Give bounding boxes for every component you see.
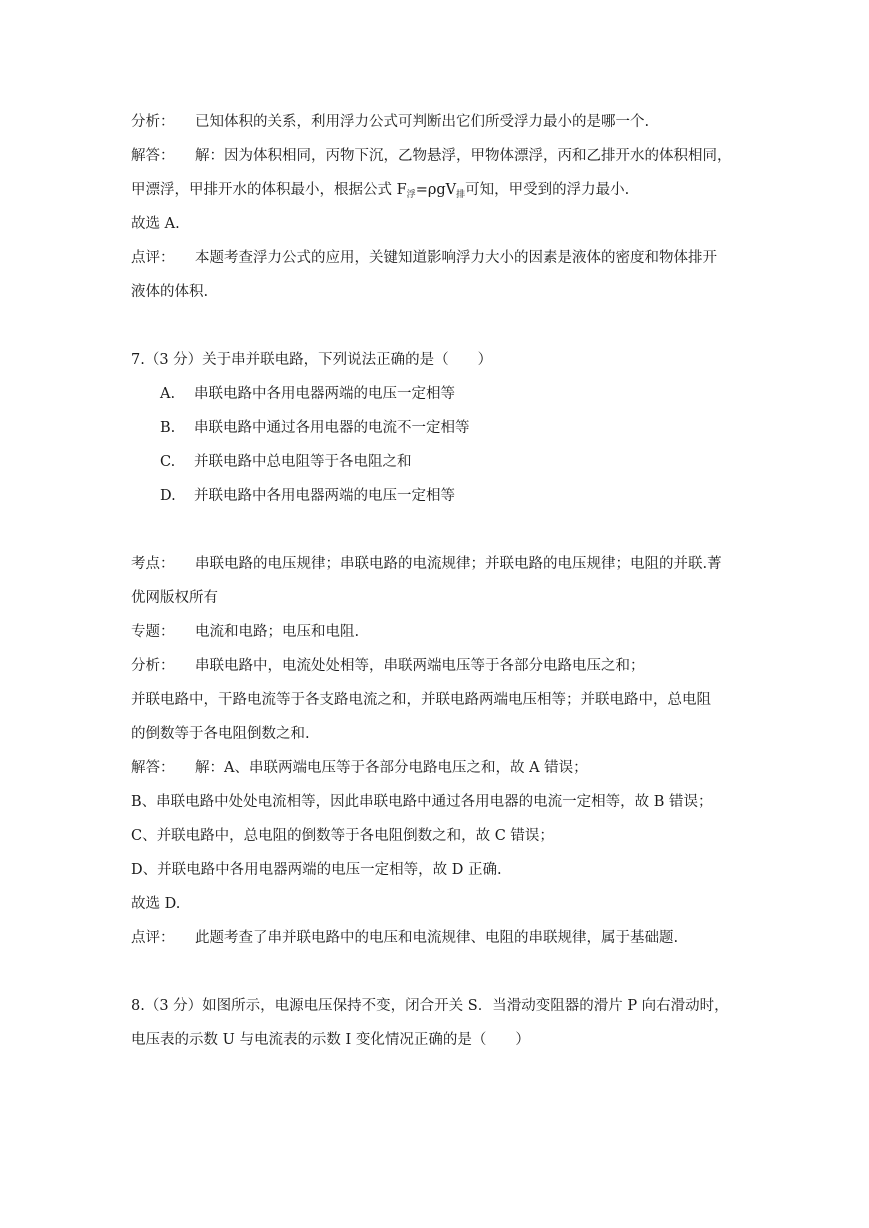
analysis-text: 已知体积的关系，利用浮力公式可判断出它们所受浮力最小的是哪一个. [195, 114, 650, 130]
q7-analysis-line3: 的倒数等于各电阻倒数之和. [131, 726, 310, 742]
formula-subscript-displaced: 排 [456, 190, 466, 200]
option-letter: C. [160, 454, 176, 470]
kaodian-text: 串联电路的电压规律；串联电路的电流规律；并联电路的电压规律；电阻的并联.菁 [195, 556, 722, 572]
q6-choice: 故选 A. [131, 216, 180, 232]
q7-choice: 故选 D. [131, 896, 181, 912]
answer-label: 解答： [131, 760, 175, 776]
analysis-label: 分析： [131, 114, 175, 130]
q7-kaodian-line1 [131, 554, 722, 574]
answer-text: 解：A、串联两端电压等于各部分电路电压之和，故 A 错误； [195, 760, 588, 776]
option-letter: D. [160, 488, 176, 504]
answer-formula-b: =ρgV [415, 182, 457, 198]
formula-subscript-float: 浮 [406, 190, 416, 200]
kaodian-label: 考点： [131, 556, 175, 572]
q7-answer-line2: B、串联电路中处处电流相等，因此串联电路中通过各用电器的电流一定相等，故 B 错误； [131, 794, 713, 810]
answer-label: 解答： [131, 148, 175, 164]
option-text: 串联电路中各用电器两端的电压一定相等 [194, 386, 455, 402]
comment-label: 点评： [131, 250, 175, 266]
option-text: 串联电路中通过各用电器的电流不一定相等 [194, 420, 470, 436]
q7-zhuanti [131, 622, 359, 642]
q7-option-b [160, 418, 470, 438]
q7-analysis-line1 [131, 656, 645, 676]
q6-comment-line1 [131, 248, 717, 268]
analysis-label: 分析： [131, 658, 175, 674]
q7-stem: 7.（3 分）关于串并联电路，下列说法正确的是（ ） [131, 352, 493, 368]
q7-option-c [160, 452, 412, 472]
q7-option-a [160, 384, 455, 404]
option-text: 并联电路中总电阻等于各电阻之和 [194, 454, 412, 470]
answer-formula-c: 可知，甲受到的浮力最小. [465, 182, 630, 198]
q8-stem-line1: 8.（3 分）如图所示，电源电压保持不变，闭合开关 S．当滑动变阻器的滑片 P 向右滑动时， [131, 998, 729, 1014]
q6-analysis [131, 112, 649, 132]
q6-comment-line2: 液体的体积. [131, 284, 209, 300]
zhuanti-label: 专题： [131, 624, 175, 640]
answer-formula-a: 甲漂浮，甲排开水的体积最小，根据公式 F [131, 182, 407, 198]
q7-answer-line3: C、并联电路中，总电阻的倒数等于各电阻倒数之和，故 C 错误； [131, 828, 554, 844]
option-letter: B. [160, 420, 176, 436]
q7-option-d [160, 486, 455, 506]
q6-answer-line1 [131, 146, 732, 166]
option-letter: A. [160, 386, 176, 402]
q7-analysis-line2: 并联电路中，干路电流等于各支路电流之和，并联电路两端电压相等；并联电路中，总电阻 [131, 692, 711, 708]
answer-text: 解：因为体积相同，丙物下沉，乙物悬浮，甲物体漂浮，丙和乙排开水的体积相同， [195, 148, 732, 164]
q7-answer-line1 [131, 758, 588, 778]
q6-answer-line2 [131, 180, 629, 205]
comment-text: 此题考查了串并联电路中的电压和电流规律、电阻的串联规律，属于基础题. [195, 930, 679, 946]
q7-kaodian-line2: 优网版权所有 [131, 590, 218, 606]
option-text: 并联电路中各用电器两端的电压一定相等 [194, 488, 455, 504]
comment-text: 本题考查浮力公式的应用，关键知道影响浮力大小的因素是液体的密度和物体排开 [195, 250, 717, 266]
comment-label: 点评： [131, 930, 175, 946]
zhuanti-text: 电流和电路；电压和电阻. [195, 624, 360, 640]
q7-comment [131, 928, 678, 948]
q8-stem-line2: 电压表的示数 U 与电流表的示数 I 变化情况正确的是（ ） [131, 1032, 530, 1048]
analysis-text: 串联电路中，电流处处相等，串联两端电压等于各部分电路电压之和； [195, 658, 645, 674]
q7-answer-line4: D、并联电路中各用电器两端的电压一定相等，故 D 正确. [131, 862, 502, 878]
